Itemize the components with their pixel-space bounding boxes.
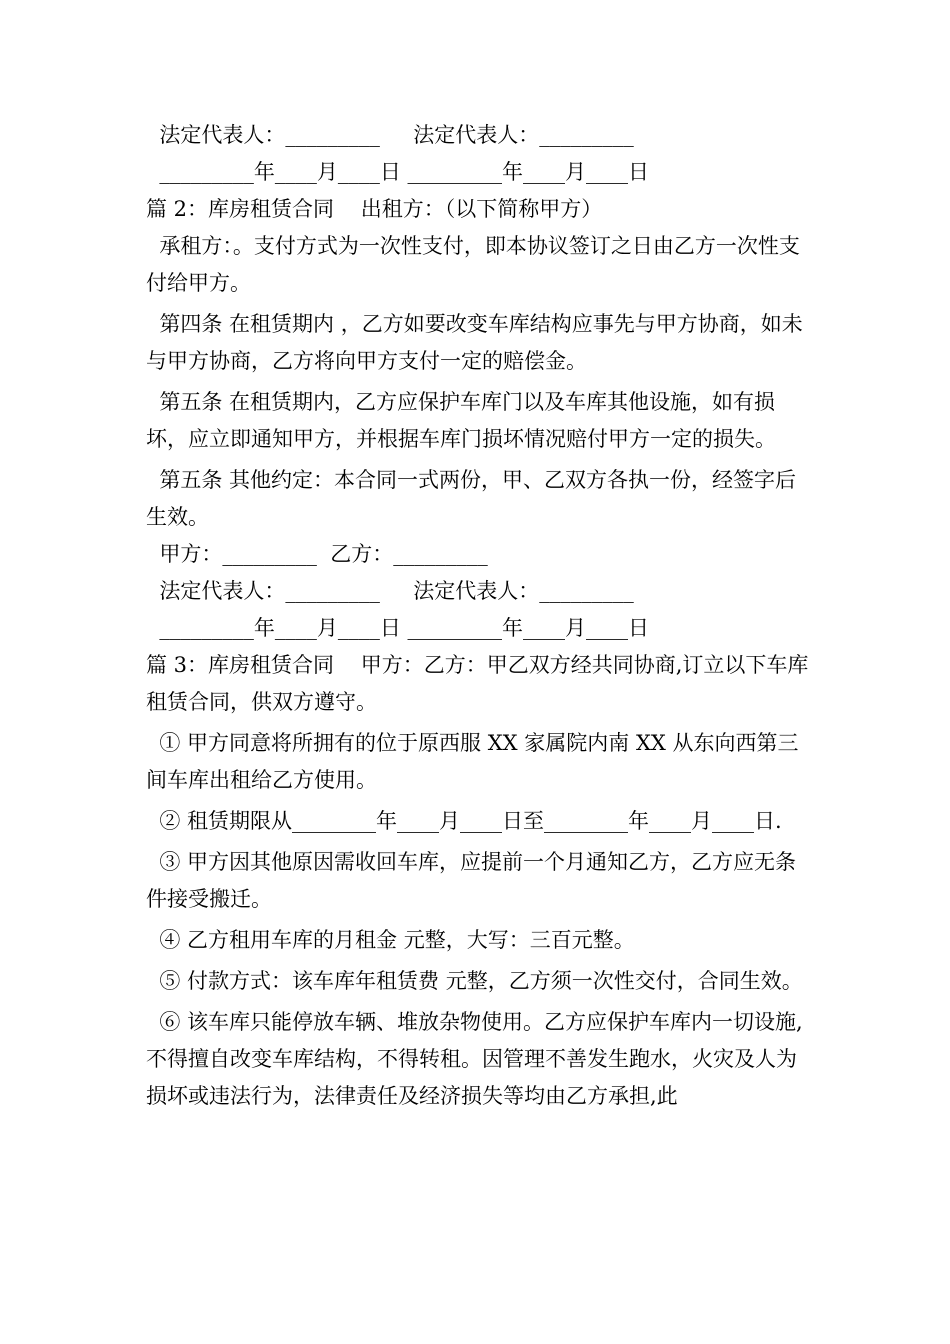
clause-paragraph: ④ 乙方租用车库的月租金 元整，大写：三百元整。 bbox=[146, 928, 635, 952]
clause-paragraph: ① 甲方同意将所拥有的位于原西服 XX 家属院内南 XX 从东向西第三间车库出租给乙方使用。 bbox=[146, 731, 799, 792]
clause-paragraph: 第四条 在租赁期内 ，乙方如要改变车库结构应事先与甲方协商，如未与甲方协商，乙方将向甲方支付一定的赔偿金。 bbox=[146, 312, 803, 373]
clause-paragraph: 第五条 在租赁期内，乙方应保护车库门以及车库其他设施，如有损坏，应立即通知甲方，并根据车库门损坏情况赔付甲方一定的损失。 bbox=[146, 390, 776, 451]
clause-paragraph: 第五条 其他约定：本合同一式两份，甲、乙双方各执一份，经签字后生效。 bbox=[146, 468, 797, 529]
clause-paragraph: 承租方：。支付方式为一次性支付，即本协议签订之日由乙方一次性支付给甲方。 bbox=[146, 234, 800, 295]
clause-paragraph: ⑤ 付款方式：该车库年租赁费 元整，乙方须一次性交付，合同生效。 bbox=[146, 969, 803, 993]
signature-representatives-line: 法定代表人：_________ 法定代表人：_________ bbox=[146, 123, 634, 147]
signature-parties-line: 甲方：_________ 乙方：_________ bbox=[146, 542, 488, 566]
signature-date-line: _________年____月____日 _________年____月____日 bbox=[146, 616, 650, 640]
clause-paragraph: ③ 甲方因其他原因需收回车库，应提前一个月通知乙方，乙方应无条件接受搬迁。 bbox=[146, 850, 797, 911]
section-heading-2: 篇 2：库房租赁合同 出租方：（以下简称甲方） bbox=[146, 197, 603, 221]
section-heading-3: 篇 3：库房租赁合同 甲方：乙方：甲乙双方经共同协商,订立以下车库租赁合同，供双方遵守。 bbox=[146, 653, 809, 714]
signature-date-line: _________年____月____日 _________年____月____日 bbox=[146, 160, 650, 184]
clause-paragraph: ⑥ 该车库只能停放车辆、堆放杂物使用。乙方应保护车库内一切设施,不得擅自改变车库结构，不得转租。因管理不善发生跑水，火灾及人为损坏或违法行为，法律责任及经济损失等均由乙方承担,此 bbox=[146, 1010, 803, 1108]
clause-paragraph: ② 租赁期限从________年____月____日至________年____月____日. bbox=[146, 809, 782, 833]
signature-representatives-line: 法定代表人：_________ 法定代表人：_________ bbox=[146, 579, 634, 603]
